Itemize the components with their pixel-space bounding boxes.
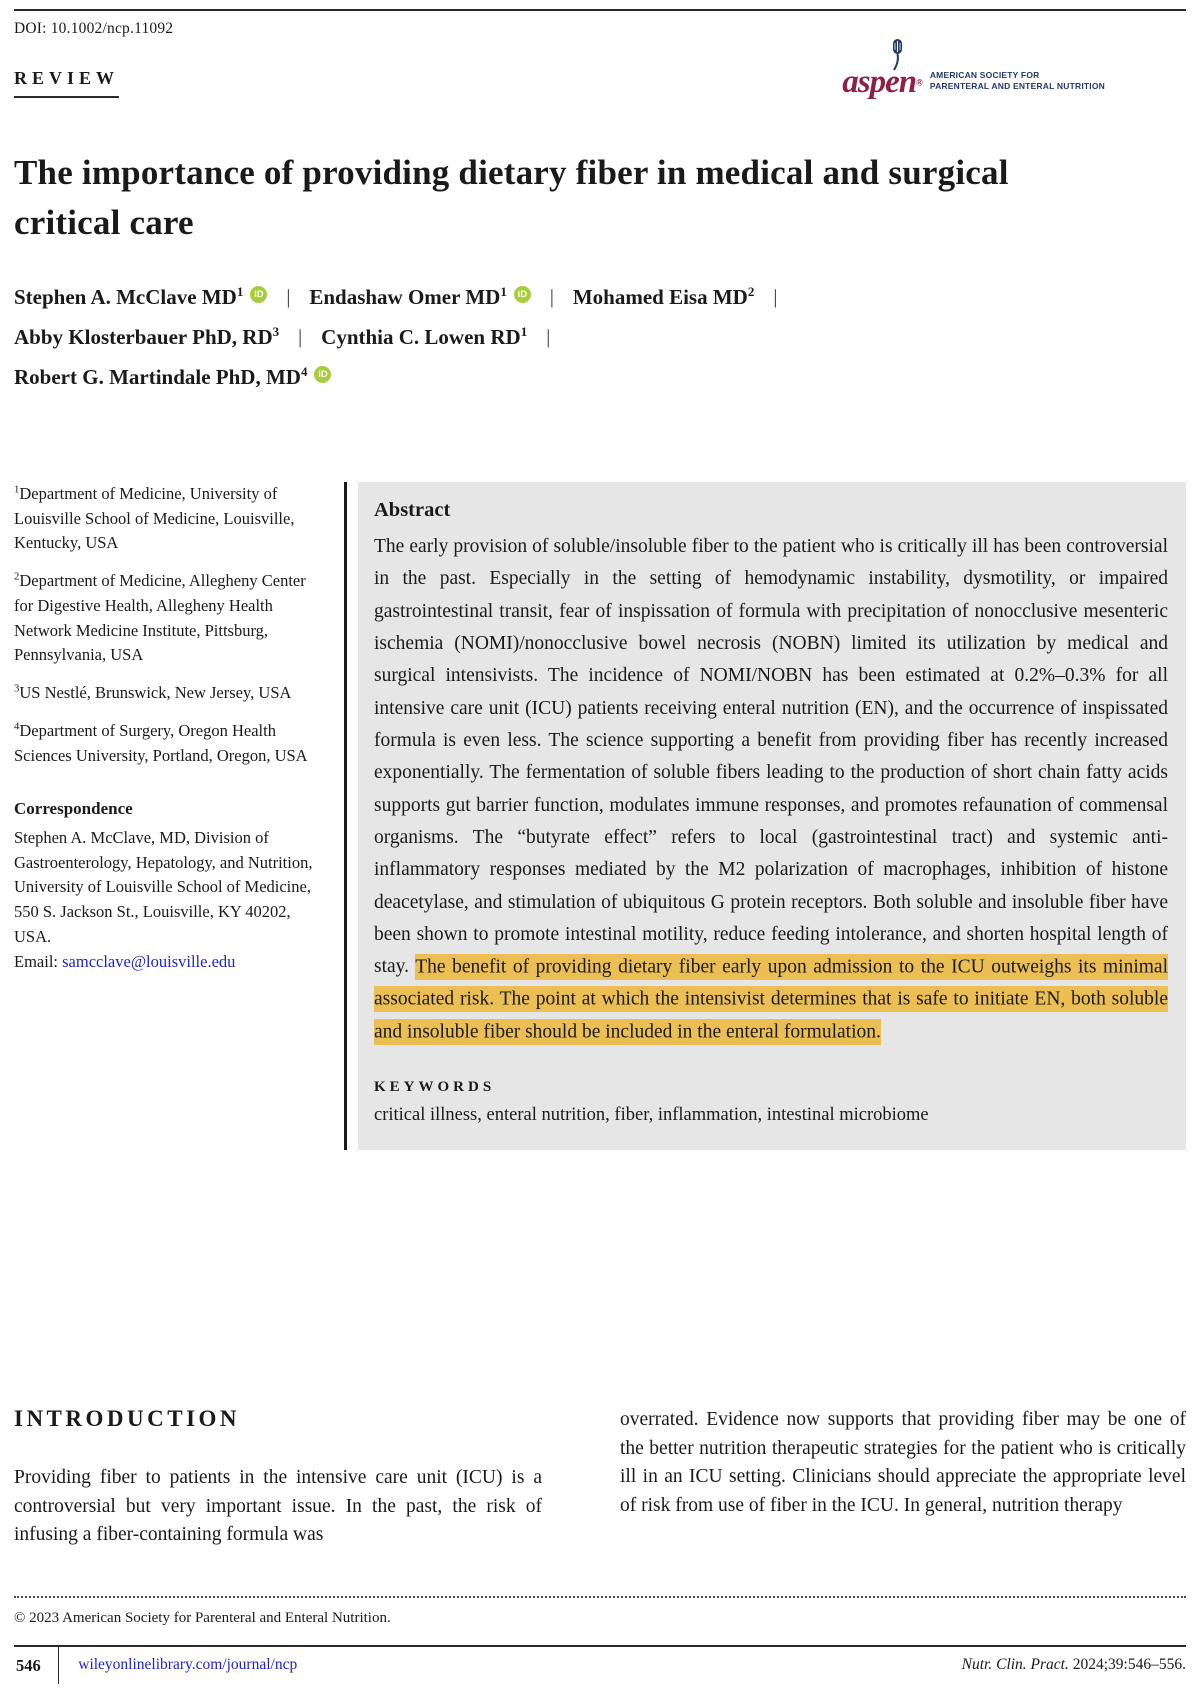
email-link[interactable]: samcclave@louisville.edu [62,951,236,971]
orcid-icon[interactable]: iD [314,366,331,383]
orcid-icon[interactable]: iD [250,286,267,303]
affiliation: $^4$Department of Surgery, Oregon Health Sciences University, Portland, Oregon, USA [14,720,308,765]
author-list [14,285,1186,390]
author-name: Abby Klosterbauer PhD, $RD^3$ [14,323,280,349]
author-name: Cynthia C. Lowen $RD^1$ [321,323,528,349]
main-content [14,482,1186,1150]
page-title: The importance of providing dietary fiber in medical and surgical critical care [14,153,1009,243]
affiliation: $^2$Department of Medicine, Allegheny Center for Digestive Health, Allegheny Health Network Medicine Institute, Pittsburg, Pennsylvania, USA [14,570,306,665]
email-label: Email: [14,951,63,971]
author-name: Endashaw Omer $MD^1$ [309,283,507,309]
author-separator: | [549,285,554,308]
correspondence-text: Stephen A. McClave, MD, Division of Gastroenterology, Hepatology, and Nutrition, University of Louisville School of Medicine, 550 S. Jackson St., Louisville, KY 40202, USA. Email: samcclave@louisville.edu [14,827,313,971]
correspondence-heading: Correspondence [14,799,133,819]
page-footer [14,1596,1186,1684]
affiliation: $^1$Department of Medicine, University of Louisville School of Medicine, Louisville, Kentucky, USA [14,483,295,553]
author-separator: | [773,285,778,308]
aspen-logo [842,38,1105,101]
author-line [14,325,1186,350]
abstract-body: The early provision of soluble/insoluble fiber to the patient who is critically ill has been controversial in the past. Especially in the setting of hemodynamic instability, dysmotility, or impaired gastrointestinal transit, fear of inspissation of formula with precipitation of nonocclusive mesenteric ischemia (NOMI)/nonocclusive bowel necrosis (NOBN) limited its utilization by medical and surgical intensivists. The incidence of NOMI/NOBN has been estimated at 0.2%–0.3% for all intensive care unit (ICU) patients receiving enteral nutrition (EN), and the occurrence of inspissated formula is even less. The science supporting a benefit from providing fiber has recently increased exponentially. The fermentation of soluble fibers leading to the production of short chain fatty acids supports gut barrier function, modulates immune responses, and promotes refaunation of commensal organisms. The “butyrate effect” refers to local (gastrointestinal tract) and systemic anti-inflammatory responses mediated by the M2 polarization of macrophages, inhibition of histone deacetylase, and stimulation of ubiquitous G protein receptors. Both soluble and insoluble fiber have been shown to promote intestinal motility, reduce feeding intolerance, and shorten hospital length of stay. The benefit of providing dietary fiber early upon admission to the ICU outweighs its minimal associated risk. The point at which the intensivist determines that is safe to initiate EN, both soluble and insoluble fiber should be included in the enteral formulation. [374,531,1168,1049]
top-rule [14,9,1186,11]
abstract-heading: Abstract [374,498,451,521]
aspen-org-line1: AMERICAN SOCIETY FOR [929,69,1040,80]
aspen-org-line2: PARENTERAL AND ENTERAL NUTRITION [929,80,1105,91]
author-separator: | [286,285,291,308]
keywords: critical illness, enteral nutrition, fiber, inflammation, intestinal microbiome [374,1104,929,1125]
author-line [14,365,1186,390]
journal-link[interactable]: wileyonlinelibrary.com/journal/ncp [78,1656,298,1673]
keywords-heading: KEYWORDS [374,1078,496,1095]
registered-mark: ® [916,77,923,88]
introduction-col2-text: overrated. Evidence now supports that providing fiber may be one of the better nutrition therapeutic strategies for the patient who is critically ill in an ICU setting. Clinicians should appreciate the appropriate level of risk from use of fiber in the ICU. In general, nutrition therapy [620,1409,1186,1516]
aspen-wordmark: aspen [842,64,917,100]
abstract-left-rule [344,482,347,1150]
author-line [14,285,1186,310]
page-number: 546 [16,1656,41,1675]
introduction-col1-text: Providing fiber to patients in the intensive care unit (ICU) is a controversial but very important issue. In the past, the risk of infusing a fiber-containing formula was [14,1467,542,1546]
copyright-notice: © 2023 American Society for Parenteral and Enteral Nutrition. [14,1610,391,1626]
abstract-box [358,482,1186,1150]
introduction-heading: INTRODUCTION [14,1406,241,1431]
author-name: Mohamed Eisa $MD^2$ [572,283,755,309]
footer-row [14,1645,1186,1684]
doi: DOI: 10.1002/ncp.11092 [14,20,174,37]
author-separator: | [298,325,303,348]
aspen-leaf-icon [887,38,909,72]
author-name: Robert G. Martindale PhD, $MD^4$ [14,363,308,389]
affiliation: $^3$US Nestlé, Brunswick, New Jersey, USA [14,682,292,703]
affiliations-sidebar [14,482,344,1150]
dotted-separator [14,1596,1186,1598]
orcid-icon[interactable]: iD [514,286,531,303]
author-separator: | [546,325,551,348]
introduction-section [14,1406,1186,1550]
article-type-label: REVIEW [14,68,119,98]
author-name: Stephen A. McClave $MD^1$ [14,283,244,309]
highlighted-text: The benefit of providing dietary fiber early upon admission to the ICU outweighs its minimal associated risk. The point at which the intensivist determines that is safe to initiate EN, both soluble and insoluble fiber should be included in the enteral formulation. [374,954,1168,1045]
journal-citation: Nutr. Clin. Pract. 2024;39:546–556. [961,1656,1186,1673]
abstract-section [344,482,1186,1150]
